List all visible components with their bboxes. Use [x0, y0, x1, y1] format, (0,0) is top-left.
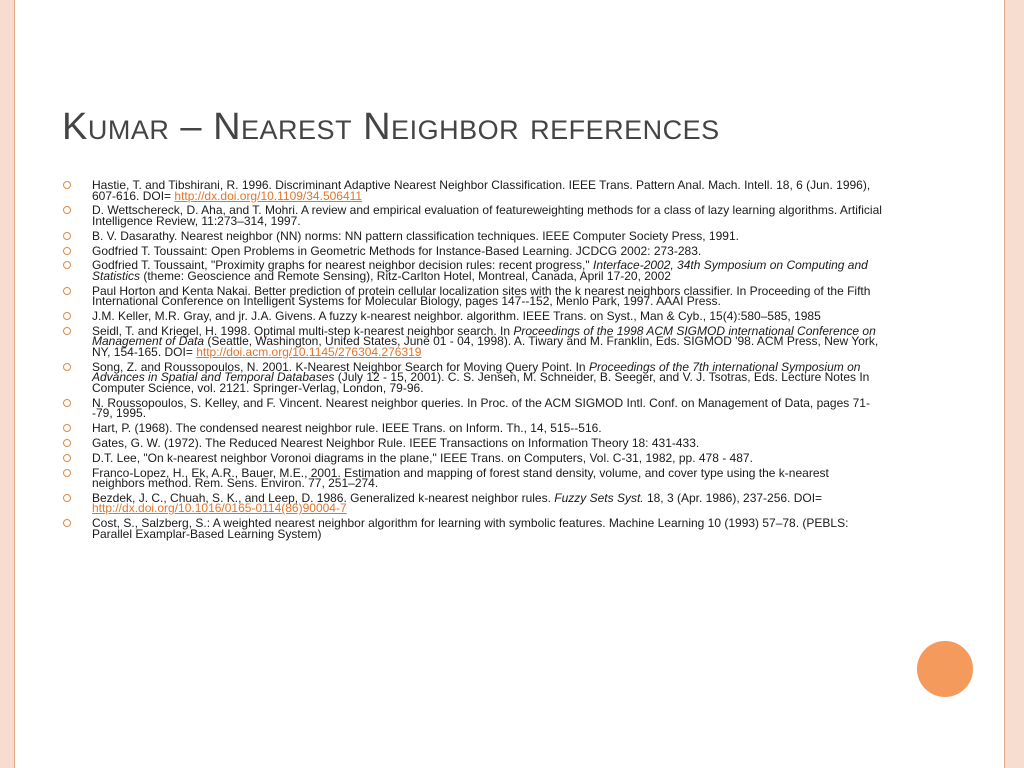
reference-item — [62, 311, 882, 322]
reference-item — [62, 435, 882, 450]
reference-item — [62, 450, 882, 465]
reference-text: Bezdek, J. C., Chuah, S. K., and Leep, D. 1986. Generalized k-nearest neighbor rules. — [92, 490, 555, 505]
reference-item — [62, 180, 882, 201]
slide-title: Kumar – Nearest Neighbor references — [62, 106, 720, 148]
reference-item — [62, 243, 882, 258]
reference-text: Song, Z. and Roussopoulos, N. 2001. K-Nearest Neighbor Search for Moving Query Point. In — [92, 359, 589, 374]
bullet-circle-icon — [63, 287, 71, 295]
right-border-line — [1004, 0, 1005, 768]
venue-italic: Interface-2002, 34th Symposium on Computing and Statistics — [92, 258, 868, 283]
reference-text: B. V. Dasarathy. Nearest neighbor (NN) norms: NN pattern classification techniques. IEEE Computer Society Press, 1991. — [92, 228, 739, 243]
reference-text-cont: (theme: Geoscience and Remote Sensing), Ritz-Carlton Hotel, Montreal, Canada, April 17-20, 2002 — [140, 268, 671, 283]
reference-text: D. Wettschereck, D. Aha, and T. Mohri. A review and empirical evaluation of featureweighting methods for a class of lazy learning algorithms. Artificial Intelligence Review, 11:273–314, 1997. — [92, 203, 882, 228]
bullet-circle-icon — [63, 247, 71, 255]
reference-text: Seidl, T. and Kriegel, H. 1998. Optimal multi-step k-nearest neighbor search. In — [92, 323, 514, 338]
bullet-circle-icon — [63, 439, 71, 447]
reference-text: Hastie, T. and Tibshirani, R. 1996. Discriminant Adaptive Nearest Neighbor Classification. IEEE Trans. Pattern Anal. Mach. Intell. 18, 6 (Jun. 1996), 607-616. DOI= — [92, 178, 871, 203]
venue-italic: Proceedings of the 1998 ACM SIGMOD international Conference on Management of Data — [92, 323, 876, 349]
reference-text: D.T. Lee, "On k-nearest neighbor Voronoi diagrams in the plane," IEEE Trans. on Computers, Vol. C-31, 1982, pp. 478 - 487. — [92, 450, 753, 465]
doi-link[interactable]: http://doi.acm.org/10.1145/276304.276319 — [196, 345, 422, 360]
bullet-circle-icon — [63, 327, 71, 335]
reference-text-cont: (July 12 - 15, 2001). C. S. Jensen, M. Schneider, B. Seeger, and V. J. Tsotras, Eds. Lecture Notes In Computer Science, vol. 2121. Springer-Verlag, London, 79-96. — [92, 370, 870, 395]
bullet-circle-icon — [63, 424, 71, 432]
reference-item — [62, 395, 882, 421]
reference-text: Godfried T. Toussaint: Open Problems in Geometric Methods for Instance-Based Learning. JCDCG 2002: 273-283. — [92, 243, 702, 258]
reference-item — [62, 465, 882, 491]
venue-italic: Proceedings of the 7th international Symposium on Advances in Spatial and Temporal Databases — [92, 359, 861, 385]
left-border-line — [14, 0, 15, 768]
reference-item — [62, 518, 882, 539]
reference-item — [62, 490, 882, 516]
reference-text: Hart, P. (1968). The condensed nearest neighbor rule. IEEE Trans. on Inform. Th., 14, 515--516. — [92, 421, 602, 436]
bullet-circle-icon — [63, 454, 71, 462]
reference-item — [62, 228, 882, 243]
bullet-circle-icon — [63, 363, 71, 371]
reference-text: Gates, G. W. (1972). The Reduced Nearest Neighbor Rule. IEEE Transactions on Information Theory 18: 431-433. — [92, 435, 700, 450]
reference-text: J.M. Keller, M.R. Gray, and jr. J.A. Givens. A fuzzy k-nearest neighbor. algorithm. IEEE Trans. on Syst., Man & Cyb., 15(4):580–585, 1985 — [92, 309, 821, 324]
doi-link[interactable]: http://dx.doi.org/10.1109/34.506411 — [174, 188, 363, 203]
bullet-circle-icon — [63, 181, 71, 189]
reference-text: N. Roussopoulos, S. Kelley, and F. Vincent. Nearest neighbor queries. In Proc. of the ACM SIGMOD Intl. Conf. on Management of Data, pages 71--79, 1995. — [92, 395, 870, 421]
reference-item — [62, 423, 882, 434]
reference-text: Paul Horton and Kenta Nakai. Better prediction of protein cellular localization sites with the k nearest neighbors classifier. In Proceeding of the Fifth International Conference on Intelligent Systems for Molecular Biology, pages 147--152, Menlo Park, 1997. AAAI Press. — [92, 283, 871, 309]
bullet-circle-icon — [63, 519, 71, 527]
reference-item — [62, 323, 882, 360]
bullet-circle-icon — [63, 312, 71, 320]
bullet-circle-icon — [63, 206, 71, 214]
reference-list — [62, 180, 882, 544]
reference-text: Cost, S., Salzberg, S.: A weighted nearest neighbor algorithm for learning with symbolic features. Machine Learning 10 (1993) 57–78. (PEBLS: Parallel Examplar-Based Learning System) — [92, 516, 849, 541]
reference-text-cont: 18, 3 (Apr. 1986), 237-256. DOI= — [643, 490, 823, 505]
bullet-circle-icon — [63, 232, 71, 240]
reference-text: Franco-Lopez, H., Ek, A.R., Bauer, M.E., 2001. Estimation and mapping of forest stand density, volume, and cover type using the k-nearest neighbors method. Rem. Sens. Environ. 77, 251–274. — [92, 465, 829, 491]
reference-text-cont: (Seattle, Washington, United States, June 01 - 04, 1998). A. Tiwary and M. Franklin, Eds. SIGMOD '98. ACM Press, New York, NY, 154-165. DOI= — [92, 334, 879, 360]
doi-link[interactable]: http://dx.doi.org/10.1016/0165-0114(86)90004-7 — [92, 501, 347, 516]
bullet-circle-icon — [63, 261, 71, 269]
venue-italic: Fuzzy Sets Syst. — [554, 490, 644, 505]
bullet-circle-icon — [63, 399, 71, 407]
reference-item — [62, 359, 882, 395]
bullet-circle-icon — [63, 494, 71, 502]
reference-item — [62, 205, 882, 226]
bullet-circle-icon — [63, 469, 71, 477]
reference-item — [62, 283, 882, 309]
reference-item — [62, 260, 882, 281]
reference-text: Godfried T. Toussaint, "Proximity graphs for nearest neighbor decision rules: recent progress," — [92, 258, 593, 273]
decorative-orange-circle — [915, 639, 975, 699]
